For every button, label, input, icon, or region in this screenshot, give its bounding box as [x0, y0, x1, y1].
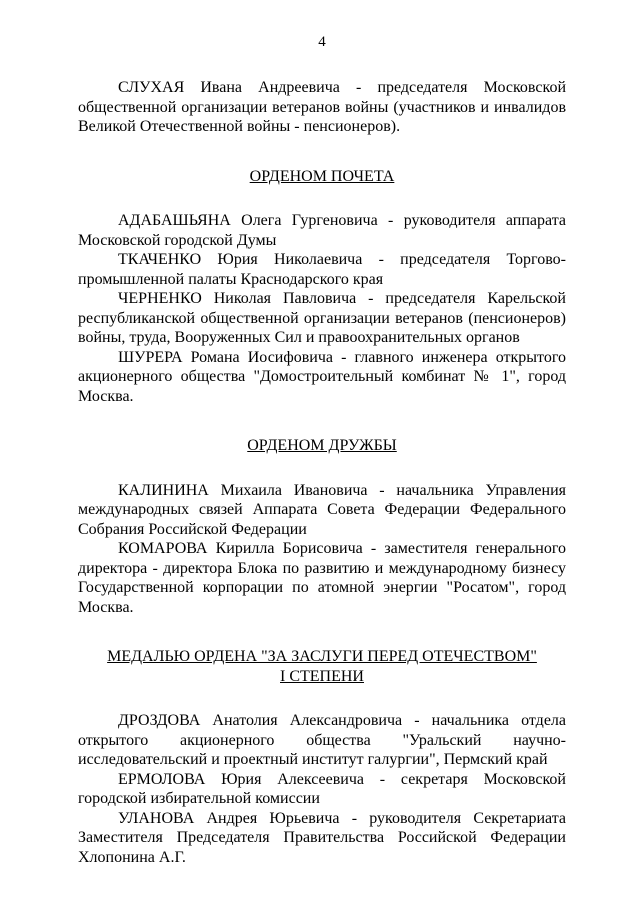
section-heading-order-of-honor: ОРДЕНОМ ПОЧЕТА — [249, 167, 395, 185]
award-entry-intro: СЛУХАЯ Ивана Андреевича - председателя Московской общественной организации ветеранов войны (участников и инвалидов Великой Отечественной войны - пенсионеров). — [78, 79, 566, 135]
award-entry: ЧЕРНЕНКО Николая Павловича - председателя Карельской республиканской общественной организации ветеранов (пенсионеров) войны, труда, Вооруженных Сил и правоохранительных органов — [78, 290, 566, 346]
award-entry: КАЛИНИНА Михаила Ивановича - начальника Управления международных связей Аппарата Совета Федерации Федерального Собрания Российской Федерации — [78, 481, 566, 538]
award-entry: КОМАРОВА Кирилла Борисовича - заместителя генерального директора - директора Блока по развитию и международному бизнесу Государственной корпорации по атомной энергии "Росатом", город Москва. — [78, 540, 566, 616]
section-heading-order-of-friendship: ОРДЕНОМ ДРУЖБЫ — [247, 437, 397, 454]
document-page — [78, 0, 566, 867]
award-entry: УЛАНОВА Андрея Юрьевича - руководителя Секретариата Заместителя Председателя Правительства Российской Федерации Хлопонина А.Г. — [78, 809, 566, 866]
page-number: 4 — [318, 34, 326, 50]
award-entry: АДАБАШЬЯНА Олега Гургеновича - руководителя аппарата Московской городской Думы — [78, 212, 566, 249]
award-entry: ТКАЧЕНКО Юрия Николаевича - председателя Торгово-промышленной палаты Краснодарского края — [78, 251, 566, 288]
award-entry: ШУРЕРА Романа Иосифовича - главного инженера открытого акционерного общества "Домостроительный комбинат № 1", город Москва. — [78, 348, 566, 405]
section-heading-medal-of-merit-degree: I СТЕПЕНИ — [280, 667, 364, 685]
award-entry: ДРОЗДОВА Анатолия Александровича - начальника отдела открытого акционерного общества "Уральский научно-исследовательский и проектный институт галургии", Пермский край — [78, 712, 566, 768]
award-entry: ЕРМОЛОВА Юрия Алексеевича - секретаря Московской городской избирательной комиссии — [78, 770, 566, 807]
section-heading-medal-of-merit: МЕДАЛЬЮ ОРДЕНА "ЗА ЗАСЛУГИ ПЕРЕД ОТЕЧЕСТВОМ" — [107, 648, 537, 665]
